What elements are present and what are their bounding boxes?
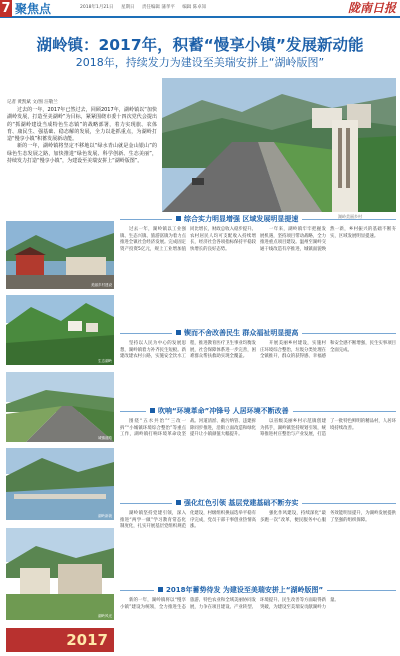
year-banner bbox=[6, 628, 114, 652]
photo-caption: 城镇道路 bbox=[98, 436, 112, 440]
section-heading-label: 综合实力明显增强 区域发展明显提速 bbox=[172, 213, 302, 225]
photo-caption: 美丽乡村建设 bbox=[91, 283, 112, 287]
section-body bbox=[120, 227, 396, 325]
lead-paragraph: 新的一年，湖岭镇将坚定不移地以“绿水青山就是金山银山”的绿色生态发展之路，加快推进“绿色发展、科学创新、生态美丽”，持续发力打造“慢享小镇”，为建设至美瑞安拼上“湖岭版图”。 bbox=[7, 143, 157, 165]
subheadline: 2018年，持续发力为建设至美瑞安拼上“湖岭版图” bbox=[75, 56, 325, 69]
hero-caption: 湖岭美丽乡村 bbox=[338, 214, 362, 219]
photo-caption: 湖岭风光 bbox=[98, 614, 112, 618]
section-body bbox=[120, 511, 396, 581]
photo-road bbox=[6, 372, 114, 442]
photo-river-drawing bbox=[6, 448, 114, 520]
headline: 湖岭镇：2017年，积蓄“慢享小镇”发展新动能 bbox=[36, 36, 364, 54]
section-heading bbox=[120, 497, 396, 509]
body-paragraph: 一年来，湖岭镇牢牢把握发展机遇，坚持项目带动战略，全力推进重点项目建设。温州至湖岭交通干线改造有序推进，城镇面貌焕然一新，乡村振兴的基础不断夯实，区域发展明显提速。 bbox=[260, 227, 396, 252]
page-header bbox=[0, 0, 400, 18]
page-number: 7 bbox=[1, 1, 11, 16]
body-paragraph: 湖岭镇坚持党建引领，深入推进“两学一做”学习教育常态化制度化，扎实开展基层党组织规范化建设，村级组织换届选举平稳有序完成，党员干部干事创业热情高涨。 bbox=[120, 511, 256, 530]
lead-paragraph: 过去的一年，2017年已然过去，回顾2017年，湖岭镇以“加快湖岭发展，打造至美湖岭”为目标，紧紧围绕市委十四次党代会提出的“抓湖岭建设当成特色生态镇”的战略部署，着力实现旅、农体育、康民生、强基础、稳态解的发展，全力以赴抓重点，为湖岭打造“慢享小镇”积蓄发展新动能。 bbox=[7, 107, 157, 143]
body-paragraph: 强化作风建设，持续深化“最多跑一次”改革，便民服务中心服务效能明显提升，为湖岭发展提供了坚强的组织保障。 bbox=[260, 511, 396, 523]
issue-editor: 责任编辑 蒲孝平 bbox=[141, 5, 175, 10]
section-body bbox=[120, 598, 396, 652]
section-body bbox=[120, 419, 396, 495]
newspaper-logo: 陇南日报 bbox=[347, 1, 396, 15]
issue-date: 2018年1月21日 bbox=[80, 5, 114, 10]
section-heading-label: 强化红色引领 基层党建基础不断夯实 bbox=[172, 497, 302, 509]
section-heading bbox=[120, 213, 396, 225]
photo-hills bbox=[6, 295, 114, 365]
hero-photo-drawing bbox=[162, 78, 396, 212]
photo-town bbox=[6, 528, 114, 620]
section-heading-label: 2018年蓄势待发 为建设至美瑞安拼上“湖岭版图” bbox=[154, 584, 327, 596]
body-paragraph: 开展美丽乡村建设，实施村庄环境综合整治，垃圾分类处理在全镇推开，群众的获得感、幸福感和安全感不断增强，民生实事项目全面完成。 bbox=[260, 341, 396, 360]
hero-photo bbox=[162, 78, 396, 212]
year-banner-label: 2017 bbox=[66, 631, 108, 649]
body-paragraph: 过去一年，湖岭镇以工业强镇、生态兴镇、旅游富镇为着力点推进全镇社会经济发展。完成固定资产投资5亿元，规上工业增加值同比增长，财政总收入稳步提升。农村居民人均可支配收入持续增长，经济社会各项指标保持平稳较快增长的良好态势。 bbox=[120, 227, 256, 252]
body-paragraph: 新的一年，湖岭镇将以“慢享小镇”建设为统领，全力推进生态旅游、特色农业和全域美丽协同发展，力争在项目建设、产业转型、环境提升、民生改善等方面取得新突破，为建设至美瑞安贡献湖岭力量。 bbox=[120, 598, 339, 610]
photo-town-drawing bbox=[6, 528, 114, 620]
section-body bbox=[120, 341, 396, 403]
photo-hills-drawing bbox=[6, 295, 114, 365]
section-heading bbox=[120, 584, 396, 596]
photo-river bbox=[6, 448, 114, 520]
photo-village-drawing bbox=[6, 221, 114, 289]
photo-caption: 生态湖岭 bbox=[98, 359, 112, 363]
body-paragraph: 坚持以人民为中心的发展思想，湖岭镇着力补齐民生短板。新建改建农村公路，实施安全饮水工程，推进教育医疗卫生事业均衡发展，社会保障体系进一步完善，困难群众帮扶救助实现全覆盖。 bbox=[120, 341, 256, 360]
issue-designer: 编辑 陈卓知 bbox=[182, 5, 207, 10]
section-heading-label: 吹响“环境革命”冲锋号 人居环境不断改善 bbox=[146, 405, 293, 417]
body-paragraph: 以省级美丽乡村示范镇创建为抓手，湖岭镇坚持规划引领，统筹推进村庄整治与产业发展，打造了一批特色鲜明的精品村，人居环境持续改善。 bbox=[260, 419, 396, 438]
section-heading bbox=[120, 405, 396, 417]
section-title: 聚焦点 bbox=[15, 2, 52, 16]
issue-meta bbox=[80, 4, 212, 10]
photo-village bbox=[6, 221, 114, 289]
photo-road-drawing bbox=[6, 372, 114, 442]
body-paragraph: 围绕“五水共治”“三改一拆”“小城镇环境综合整治”等重点工作，湖岭镇打响环境革命攻坚战。河道清淤、截污纳管、违建拆除同步推进，沿街立面改造和绿化提升让小镇颜值大幅提升。 bbox=[120, 419, 256, 438]
issue-weekday: 星期日 bbox=[120, 5, 135, 10]
photo-caption: 湖岭新貌 bbox=[98, 514, 112, 518]
byline: 记者 黄凯斌 文/图 汪敬兰 bbox=[7, 100, 58, 105]
section-heading-label: 锲而不舍改善民生 群众福祉明显提高 bbox=[172, 327, 302, 339]
section-heading bbox=[120, 327, 396, 339]
lead-text bbox=[7, 107, 157, 165]
